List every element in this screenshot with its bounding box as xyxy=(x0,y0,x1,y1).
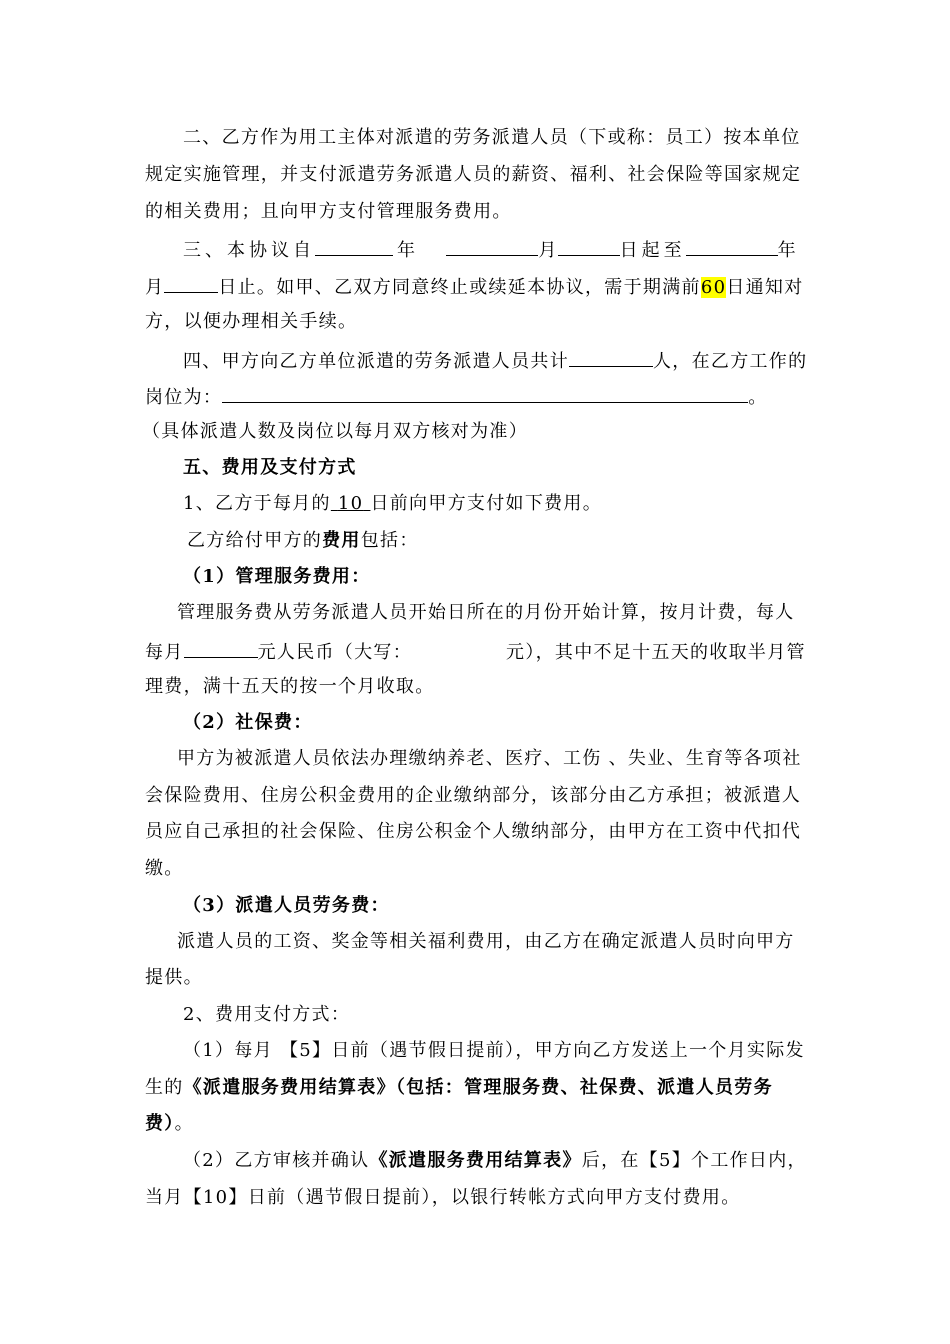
article4-line2 xyxy=(145,384,768,409)
fee1-line2-a: 每月 xyxy=(145,642,184,663)
pay1-line2-a: 生的 xyxy=(145,1077,184,1098)
blank-post xyxy=(222,384,748,403)
pay2-line2: 当月【10】日前（遇节假日提前），以银行转帐方式向甲方支付费用。 xyxy=(145,1187,741,1208)
pay1-line2 xyxy=(145,1077,773,1099)
item1-prefix: 1、乙方于每月的 xyxy=(183,493,331,514)
article4-post-end: 。 xyxy=(748,387,768,408)
fee1-line2-c: 元），其中不足十五天的收取半月管 xyxy=(506,642,806,663)
article2-line3: 的相关费用；且向甲方支付管理服务费用。 xyxy=(145,201,512,222)
article3-line2 xyxy=(145,274,804,299)
article2-line1: 二、乙方作为用工主体对派遣的劳务派遣人员（下或称：员工）按本单位 xyxy=(183,127,801,148)
fee2-line2: 会保险费用、住房公积金费用的企业缴纳部分，该部分由乙方承担；被派遣人 xyxy=(145,785,802,806)
article2-line2: 规定实施管理，并支付派遣劳务派遣人员的薪资、福利、社会保险等国家规定 xyxy=(145,164,802,185)
blank-end-day xyxy=(164,274,218,293)
fee1-line3: 理费，满十五天的按一个月收取。 xyxy=(145,676,435,697)
item2-heading: 2、费用支付方式： xyxy=(183,1004,351,1025)
article3-line1 xyxy=(183,237,797,262)
pay1-line3-a: 费） xyxy=(145,1113,175,1134)
article4-suffix: 人，在乙方工作的 xyxy=(653,351,808,372)
article3-line2-mid: 日止。如甲、乙双方同意终止或续延本协议，需于期满前 xyxy=(218,277,701,298)
article3-year: 年 xyxy=(397,240,417,261)
fee3-line2: 提供。 xyxy=(145,967,203,988)
fee1-line1: 管理服务费从劳务派遣人员开始日所在的月份开始计算，按月计费，每人 xyxy=(177,602,795,623)
article5-heading: 五、费用及支付方式 xyxy=(183,457,357,478)
settlement-form-title: 《派遣服务费用结算表》（包括：管理服务费、社保费、派遣人员劳务 xyxy=(183,1077,773,1098)
fee1-line2-b: 元人民币（大写： xyxy=(257,642,413,663)
blank-end-year xyxy=(686,237,778,256)
fee2-line3: 员应自己承担的社会保险、住房公积金个人缴纳部分，由甲方在工资中代扣代 xyxy=(145,821,802,842)
pay2-line1-a: （2）乙方审核并确认 xyxy=(183,1150,370,1171)
pay1-line1: （1）每月 【5】日前（遇节假日提前），甲方向乙方发送上一个月实际发 xyxy=(183,1040,805,1061)
item1-suffix: 日前向甲方支付如下费用。 xyxy=(370,493,603,514)
article3-line3: 方，以便办理相关手续。 xyxy=(145,311,358,332)
article4-note: （具体派遣人数及岗位以每月双方核对为准） xyxy=(142,421,528,442)
fee3-line1: 派遣人员的工资、奖金等相关福利费用，由乙方在确定派遣人员时向甲方 xyxy=(177,931,795,952)
article3-month: 月 xyxy=(538,240,558,261)
blank-start-day xyxy=(558,237,620,256)
article4-prefix: 四、甲方向乙方单位派遣的劳务派遣人员共计 xyxy=(183,351,569,372)
fees-intro xyxy=(187,530,419,552)
fee2-line4: 缴。 xyxy=(145,858,184,879)
settlement-form-title-2: 《派遣服务费用结算表》 xyxy=(369,1150,582,1171)
blank-start-year xyxy=(315,237,393,256)
fees-intro-c: 包括： xyxy=(360,530,419,551)
blank-start-month xyxy=(446,237,538,256)
article3-line2-month: 月 xyxy=(145,277,165,298)
fee1-heading: （1）管理服务费用： xyxy=(183,566,371,587)
blank-monthly-fee xyxy=(184,639,258,658)
article3-year2: 年 xyxy=(777,240,797,261)
article3-day-start: 日起至 xyxy=(619,240,686,261)
notice-days-highlight: 60 xyxy=(700,277,727,298)
article3-line2-end: 日通知对 xyxy=(726,277,804,298)
fee3-heading: （3）派遣人员劳务费： xyxy=(183,895,390,916)
fee2-line1: 甲方为被派遣人员依法办理缴纳养老、医疗、工伤 、失业、生育等各项社 xyxy=(177,748,802,769)
pay1-line3 xyxy=(145,1113,194,1135)
pay1-line3-b: 。 xyxy=(174,1113,194,1134)
fees-intro-a: 乙方给付甲方的 xyxy=(187,530,323,551)
fees-intro-b: 费用 xyxy=(322,530,361,551)
article4-post-label: 岗位为： xyxy=(145,387,223,408)
pay2-line1-c: 后，在【5】个工作日内， xyxy=(581,1150,807,1171)
article5-item1 xyxy=(183,493,602,515)
article3-prefix: 三、本协议自 xyxy=(183,240,315,261)
fee1-line2 xyxy=(145,639,806,664)
article4-line1 xyxy=(183,348,807,373)
pay-day: 10 xyxy=(337,493,364,514)
pay2-line1 xyxy=(183,1150,807,1172)
blank-staff-count xyxy=(569,348,653,367)
fee2-heading: （2）社保费： xyxy=(183,712,313,733)
